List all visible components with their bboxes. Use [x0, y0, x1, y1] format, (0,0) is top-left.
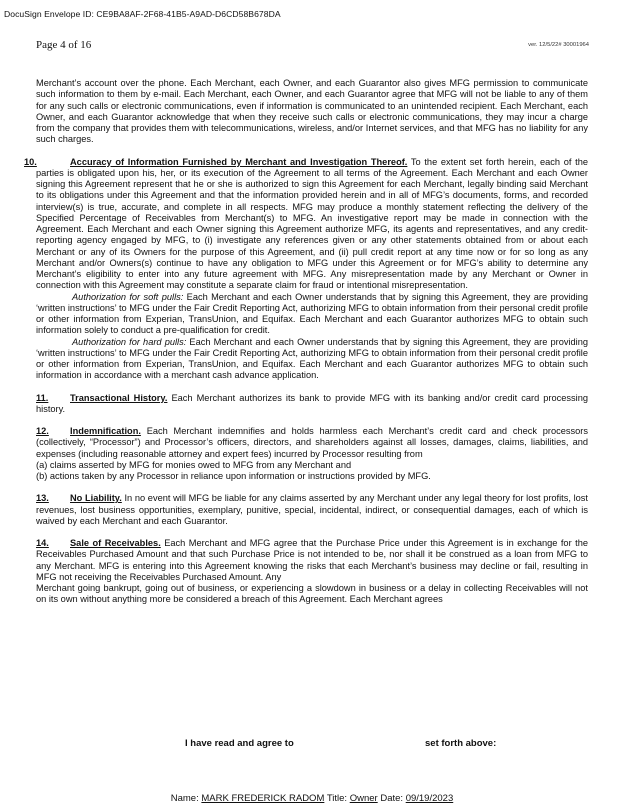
section-10 — [24, 156, 589, 382]
section-title: Sale of Receivables. — [70, 538, 161, 548]
section-title: Transactional History. — [70, 392, 168, 403]
document-body — [24, 78, 589, 606]
section-13 — [36, 493, 588, 527]
section-number: 12. — [36, 426, 49, 436]
section-title: Accuracy of Information Furnished by Merchant and Investigation Thereof. — [70, 156, 408, 167]
section-text: Each Merchant authorizes its bank to provide MFG with its banking and/or credit card processing history. — [36, 392, 588, 414]
title-value: Owner — [349, 793, 378, 804]
section-text: To the extent set forth herein, each of the parties is obligated upon his, her, or its execution of the Agreement to all terms of the Agreement. Each Merchant and each Owner signing this Agreement represent that he or she is authorized to sign this Agreement for each Merchant, legally binding said Merchant to its obligations under this Agreement and that the information provided herein and in all of MFG’s documents, forms, and recorded interview(s) is true, accurate, and complete in all respects. MFG may produce a monthly statement reflecting the delivery of the Specified Percentage of Receivables from Merchant(s) to MFG. An investigative report may be made in connection with the Agreement. Each Merchant and each Owner signing this Agreement authorize MFG, its agents and representatives, and any credit- reporting agency engaged by MFG, to (i) investigate any references given or any other statements obtained from or about each Merchant or any of its Owners for the purpose of this Agreement, and (ii) pull credit report at any time now or for so long as any Merchant and/or Owners(s) continue to have any obligation to MFG under this Agreement or for MFG’s ability to determine any Merchant’s eligibility to enter into any future agreement with MFG. Any misrepresentation made by any Merchant or Owner in connection with this Agreement may constitute a separate claim for fraud or intentional misrepresentation. — [36, 156, 588, 291]
section-14 — [36, 538, 588, 606]
section-11 — [36, 393, 588, 416]
list-item: (b) actions taken by any Processor in reliance upon information or instructions provided by MFG. — [36, 471, 431, 481]
agree-text-left: I have read and agree to — [185, 738, 294, 749]
title-label: Title: — [326, 793, 348, 804]
section-continuation: Merchant going bankrupt, going out of business, or experiencing a slowdown in business or a delay in collecting Receivables will not on its own without anything more be considered a breach of this Agreement. Each Merchant agrees — [36, 583, 588, 605]
hard-pull-label: Authorization for hard pulls: — [72, 336, 187, 347]
page-number: Page 4 of 16 — [36, 39, 92, 51]
section-text: Each Merchant indemnifies and holds harmless each Merchant’s credit card and check processors (collectively, “Processor”) and Processor’s officers, directors, and shareholders against all losses, damages, claims, liabilities, and expenses (including reasonable attorney and expert fees) incurred by Processor resulting from — [36, 426, 588, 459]
soft-pull-label: Authorization for soft pulls: — [72, 291, 184, 302]
envelope-id: DocuSign Envelope ID: CE9BA8AF-2F68-41B5-A9AD-D6CD58B678DA — [4, 9, 281, 19]
soft-pull-text: Each Merchant and each Owner understands that by signing this Agreement, they are providing ‘written instructions’ to MFG under the Fair Credit Reporting Act, authorizing MFG to obtain information from their personal credit profile or other information from Experian, TransUnion, and Equifax. Each Merchant and each Guarantor authorizes MFG to obtain such information solely to conduct a pre-qualification for credit. — [36, 291, 589, 336]
section-12 — [36, 426, 588, 482]
section-number: 10. — [24, 156, 37, 167]
section-title: No Liability. — [70, 493, 122, 504]
agree-text-right: set forth above: — [425, 738, 497, 749]
intro-paragraph: Merchant’s account over the phone. Each Merchant, each Owner, and each Guarantor also gives MFG permission to communicate such information to them by e-mail. Each Merchant, each Owner, and each Guarantor agree that MFG will not be liable to any of them for any such calls or electronic communications, even if information is communicated to an unintended recipient. Each Merchant, each Owner, and each Guarantor acknowledge that when they receive such calls or electronic communications, they may incur a charge from the company that provides them with telecommunications, wireless, and/or Internet services, and that MFG has no liability for any such charges. — [36, 78, 588, 145]
signature-line — [0, 793, 624, 804]
section-number: 11. — [36, 392, 49, 403]
date-label: Date: — [380, 793, 404, 804]
name-label: Name: — [170, 793, 199, 804]
section-text: In no event will MFG be liable for any claims asserted by any Merchant under any legal theory for lost profits, lost revenues, lost business opportunities, exemplary, punitive, special, incidental, indirect, or consequential damages, each of which is waived by each Merchant and each Guarantor. — [36, 493, 588, 526]
name-value: MARK FREDERICK RADOM — [201, 793, 325, 804]
hard-pull-text: Each Merchant and each Owner understands that by signing this Agreement, they are providing ‘written instructions’ to MFG under the Fair Credit Reporting Act, authorizing MFG to obtain information from their personal credit profile or other information from Experian, TransUnion, and Equifax. Each Merchant and each Guarantor authorizes MFG to obtain such information in accordance with a merchant cash advance application. — [36, 336, 589, 381]
date-value: 09/19/2023 — [405, 793, 454, 804]
section-text: Each Merchant and MFG agree that the Purchase Price under this Agreement is in exchange for the Receivables Purchased Amount and that such Purchase Price is not intended to be, nor shall it be construed as a loan from MFG to any Merchant. MFG is entering into this Agreement knowing the risks that each Merchant’s business may decline or fail, resulting in MFG not receiving the Receivables Purchased Amount. Any — [36, 538, 588, 582]
list-item: (a) claims asserted by MFG for monies owed to MFG from any Merchant and — [36, 459, 352, 470]
section-number: 13. — [36, 493, 49, 504]
section-title: Indemnification. — [70, 426, 141, 436]
section-number: 14. — [36, 538, 49, 548]
version-label: ver. 12/5/22# 30001964 — [528, 42, 589, 48]
